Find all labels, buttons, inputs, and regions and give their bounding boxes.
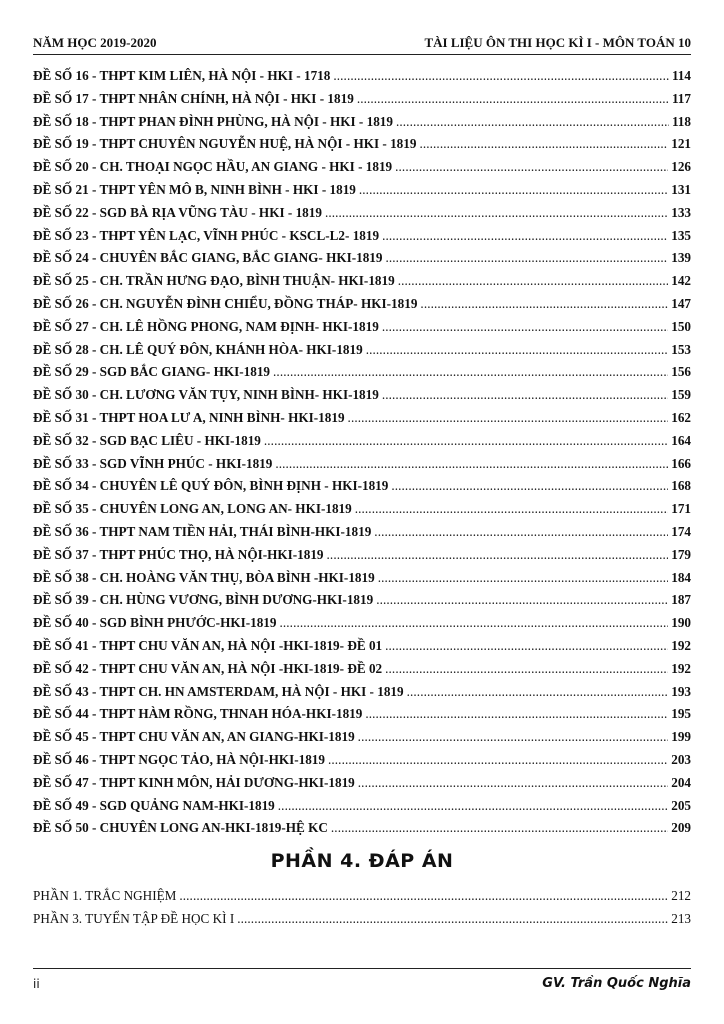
toc-entry[interactable] [33, 798, 691, 821]
toc-entry-title: ĐỀ SỐ 19 - THPT CHUYÊN NGUYỄN HUỆ, HÀ NỘI - HKI - 1819 [33, 136, 417, 152]
dot-leader [327, 547, 669, 563]
part-heading: PHẦN 4. ĐÁP ÁN [270, 850, 454, 872]
toc-entry-title: ĐỀ SỐ 36 - THPT NAM TIỀN HẢI, THÁI BÌNH-HKI-1819 [33, 523, 372, 539]
toc-entry-page: 203 [671, 751, 691, 767]
toc-entry[interactable] [33, 911, 691, 934]
toc-entry-title: ĐỀ SỐ 18 - THPT PHAN ĐÌNH PHÙNG, HÀ NỘI - HKI - 1819 [33, 113, 393, 129]
toc-entry-title: ĐỀ SỐ 50 - CHUYÊN LONG AN-HKI-1819-HỆ KC [33, 820, 328, 836]
toc-entry-page: 168 [671, 478, 691, 494]
toc-entry-title: ĐỀ SỐ 41 - THPT CHU VĂN AN, HÀ NỘI -HKI-1819- ĐỀ 01 [33, 637, 383, 653]
dot-leader [382, 228, 668, 244]
toc-entry-title: ĐỀ SỐ 23 - THPT YÊN LẠC, VĨNH PHÚC - KSCL-L2- 1819 [33, 227, 380, 243]
dot-leader [382, 319, 668, 335]
toc-entry-page: 179 [671, 546, 691, 562]
toc-entry-page: 139 [671, 250, 691, 266]
toc-entry[interactable] [33, 706, 691, 729]
toc-entry-title: ĐỀ SỐ 32 - SGD BẠC LIÊU - HKI-1819 [33, 432, 261, 448]
toc-entry-title: ĐỀ SỐ 20 - CH. THOẠI NGỌC HẦU, AN GIANG - HKI - 1819 [33, 159, 393, 175]
toc-entry-title: ĐỀ SỐ 30 - CH. LƯƠNG VĂN TỤY, NINH BÌNH- HKI-1819 [33, 387, 379, 403]
toc-entry[interactable] [33, 729, 691, 752]
toc-entry-page: 121 [671, 136, 691, 152]
toc-entry-title: ĐỀ SỐ 43 - THPT CH. HN AMSTERDAM, HÀ NỘI - HKI - 1819 [33, 683, 404, 699]
toc-entry-title: ĐỀ SỐ 33 - SGD VĨNH PHÚC - HKI-1819 [33, 455, 273, 471]
toc-entry-title: PHẦN 3. TUYỂN TẬP ĐỀ HỌC KÌ I [33, 910, 235, 926]
toc-entry-page: 118 [671, 113, 691, 129]
toc-entry-page: 204 [671, 774, 691, 790]
toc-entry-title: ĐỀ SỐ 37 - THPT PHÚC THỌ, HÀ NỘI-HKI-1819 [33, 546, 324, 562]
toc-entry[interactable] [33, 410, 691, 433]
toc-entry[interactable] [33, 820, 691, 843]
toc-entry-page: 187 [671, 592, 691, 608]
toc-entry[interactable] [33, 570, 691, 593]
dot-leader [237, 911, 668, 927]
dot-leader [385, 661, 668, 677]
toc-entry-title: ĐỀ SỐ 44 - THPT HÀM RỒNG, THNAH HÓA-HKI-1819 [33, 706, 363, 722]
toc-entry-page: 153 [671, 341, 691, 357]
toc-entry[interactable] [33, 456, 691, 479]
toc-entry-page: 212 [671, 888, 691, 903]
toc-entry-page: 131 [671, 181, 691, 197]
toc-entry-page: 156 [671, 364, 691, 380]
toc-entry-page: 166 [671, 455, 691, 471]
dot-leader [328, 752, 668, 768]
dot-leader [396, 114, 669, 130]
toc-entry-title: ĐỀ SỐ 24 - CHUYÊN BẮC GIANG, BẮC GIANG- HKI-1819 [33, 250, 383, 266]
toc-entry[interactable] [33, 638, 691, 661]
dot-leader [376, 592, 668, 608]
toc-entry-title: ĐỀ SỐ 46 - THPT NGỌC TẢO, HÀ NỘI-HKI-1819 [33, 751, 325, 767]
toc-entry[interactable] [33, 342, 691, 365]
toc-entry-page: 174 [671, 523, 691, 539]
toc-entry-page: 195 [671, 706, 691, 722]
toc-entry-title: ĐỀ SỐ 42 - THPT CHU VĂN AN, HÀ NỘI -HKI-1819- ĐỀ 02 [33, 660, 383, 676]
dot-leader [359, 182, 668, 198]
dot-leader [357, 91, 669, 107]
table-of-contents [33, 68, 691, 843]
toc-entry-title: ĐỀ SỐ 16 - THPT KIM LIÊN, HÀ NỘI - HKI - 1718 [33, 68, 331, 83]
toc-entry[interactable] [33, 661, 691, 684]
toc-entry[interactable] [33, 524, 691, 547]
toc-entry-title: PHẦN 1. TRẮC NGHIỆM [33, 888, 177, 903]
dot-leader [325, 205, 668, 221]
footer-author: GV. Trần Quốc Nghĩa [542, 976, 691, 991]
toc-entry-title: ĐỀ SỐ 29 - SGD BẮC GIANG- HKI-1819 [33, 364, 271, 380]
dot-leader [385, 638, 668, 654]
toc-entry-title: ĐỀ SỐ 21 - THPT YÊN MÔ B, NINH BÌNH - HKI - 1819 [33, 181, 356, 197]
toc-entry[interactable] [33, 114, 691, 137]
dot-leader [407, 684, 669, 700]
toc-entry-page: 184 [671, 569, 691, 585]
dot-leader [391, 478, 668, 494]
toc-entry[interactable] [33, 91, 691, 114]
dot-leader [419, 136, 668, 152]
toc-entry-title: ĐỀ SỐ 40 - SGD BÌNH PHƯỚC-HKI-1819 [33, 615, 277, 631]
toc-entry-title: ĐỀ SỐ 25 - CH. TRẦN HƯNG ĐẠO, BÌNH THUẬN- HKI-1819 [33, 273, 395, 289]
toc-entry[interactable] [33, 752, 691, 775]
toc-entry-page: 192 [671, 660, 691, 676]
toc-entry-title: ĐỀ SỐ 39 - CH. HÙNG VƯƠNG, BÌNH DƯƠNG-HKI-1819 [33, 592, 374, 608]
toc-entry[interactable] [33, 319, 691, 342]
dot-leader [378, 570, 669, 586]
dot-leader [395, 159, 668, 175]
dot-leader [386, 250, 669, 266]
dot-leader [398, 273, 669, 289]
page-header [33, 33, 691, 55]
toc-entry-title: ĐỀ SỐ 28 - CH. LÊ QUÝ ĐÔN, KHÁNH HÒA- HKI-1819 [33, 341, 363, 357]
toc-entry[interactable] [33, 250, 691, 273]
toc-entry[interactable] [33, 433, 691, 456]
toc-entry[interactable] [33, 228, 691, 251]
toc-entry[interactable] [33, 296, 691, 319]
toc-entry-page: 135 [671, 227, 691, 243]
toc-entry-page: 190 [671, 615, 691, 631]
toc-entry[interactable] [33, 68, 691, 91]
toc-entry-title: ĐỀ SỐ 17 - THPT NHÂN CHÍNH, HÀ NỘI - HKI - 1819 [33, 90, 354, 106]
toc-entry-page: 171 [671, 501, 691, 517]
dot-leader [355, 501, 668, 517]
toc-entry-page: 142 [671, 273, 691, 289]
toc-entry-page: 192 [671, 637, 691, 653]
toc-entry-page: 117 [671, 90, 691, 106]
dot-leader [179, 888, 668, 904]
dot-leader [374, 524, 668, 540]
dot-leader [278, 798, 668, 814]
toc-entry-title: ĐỀ SỐ 35 - CHUYÊN LONG AN, LONG AN- HKI-1819 [33, 501, 352, 517]
dot-leader [420, 296, 668, 312]
dot-leader [358, 729, 669, 745]
dot-leader [331, 820, 668, 836]
header-document-title: TÀI LIỆU ÔN THI HỌC KÌ I - MÔN TOÁN 10 [424, 35, 691, 50]
dot-leader [365, 706, 668, 722]
toc-entry[interactable] [33, 273, 691, 296]
toc-entry[interactable] [33, 547, 691, 570]
toc-entry-page: 114 [671, 68, 691, 83]
toc-entry[interactable] [33, 182, 691, 205]
answers-contents [33, 888, 691, 934]
toc-entry-title: ĐỀ SỐ 45 - THPT CHU VĂN AN, AN GIANG-HKI-1819 [33, 729, 355, 745]
toc-entry-title: ĐỀ SỐ 47 - THPT KINH MÔN, HẢI DƯƠNG-HKI-1819 [33, 774, 355, 790]
toc-entry-page: 126 [671, 159, 691, 175]
toc-entry-title: ĐỀ SỐ 34 - CHUYÊN LÊ QUÝ ĐÔN, BÌNH ĐỊNH - HKI-1819 [33, 478, 389, 494]
toc-entry-page: 159 [671, 387, 691, 403]
toc-entry[interactable] [33, 159, 691, 182]
dot-leader [366, 342, 669, 358]
toc-entry[interactable] [33, 136, 691, 159]
page-footer [33, 968, 691, 998]
toc-entry-page: 209 [671, 820, 691, 836]
toc-entry-page: 199 [671, 729, 691, 745]
toc-entry-page: 164 [671, 432, 691, 448]
toc-entry[interactable] [33, 205, 691, 228]
toc-entry[interactable] [33, 387, 691, 410]
dot-leader [382, 387, 668, 403]
toc-entry-page: 150 [671, 318, 691, 334]
toc-entry[interactable] [33, 592, 691, 615]
dot-leader [358, 775, 668, 791]
toc-entry[interactable] [33, 888, 691, 911]
toc-entry-title: ĐỀ SỐ 22 - SGD BÀ RỊA VŨNG TÀU - HKI - 1819 [33, 204, 322, 220]
toc-entry-page: 147 [671, 295, 691, 311]
dot-leader [333, 68, 669, 84]
toc-entry[interactable] [33, 775, 691, 798]
toc-entry-title: ĐỀ SỐ 49 - SGD QUẢNG NAM-HKI-1819 [33, 797, 275, 813]
toc-entry[interactable] [33, 615, 691, 638]
toc-entry-page: 133 [671, 204, 691, 220]
toc-entry-page: 213 [671, 910, 691, 926]
toc-entry-title: ĐỀ SỐ 31 - THPT HOA LƯ A, NINH BÌNH- HKI-1819 [33, 409, 345, 425]
toc-entry-page: 205 [671, 797, 691, 813]
toc-entry-page: 193 [671, 683, 691, 699]
toc-entry[interactable] [33, 501, 691, 524]
toc-entry-title: ĐỀ SỐ 38 - CH. HOÀNG VĂN THỤ, BÒA BÌNH -HKI-1819 [33, 569, 375, 585]
dot-leader [273, 364, 668, 380]
header-school-year: NĂM HỌC 2019-2020 [33, 35, 157, 50]
toc-entry-title: ĐỀ SỐ 27 - CH. LÊ HỒNG PHONG, NAM ĐỊNH- HKI-1819 [33, 318, 379, 334]
dot-leader [264, 433, 668, 449]
toc-entry[interactable] [33, 478, 691, 501]
toc-entry[interactable] [33, 364, 691, 387]
dot-leader [348, 410, 669, 426]
footer-page-number: ii [33, 976, 40, 991]
toc-entry-title: ĐỀ SỐ 26 - CH. NGUYỄN ĐÌNH CHIỂU, ĐỒNG THÁP- HKI-1819 [33, 295, 418, 311]
dot-leader [280, 615, 669, 631]
toc-entry-page: 162 [671, 409, 691, 425]
toc-entry[interactable] [33, 684, 691, 707]
dot-leader [275, 456, 668, 472]
